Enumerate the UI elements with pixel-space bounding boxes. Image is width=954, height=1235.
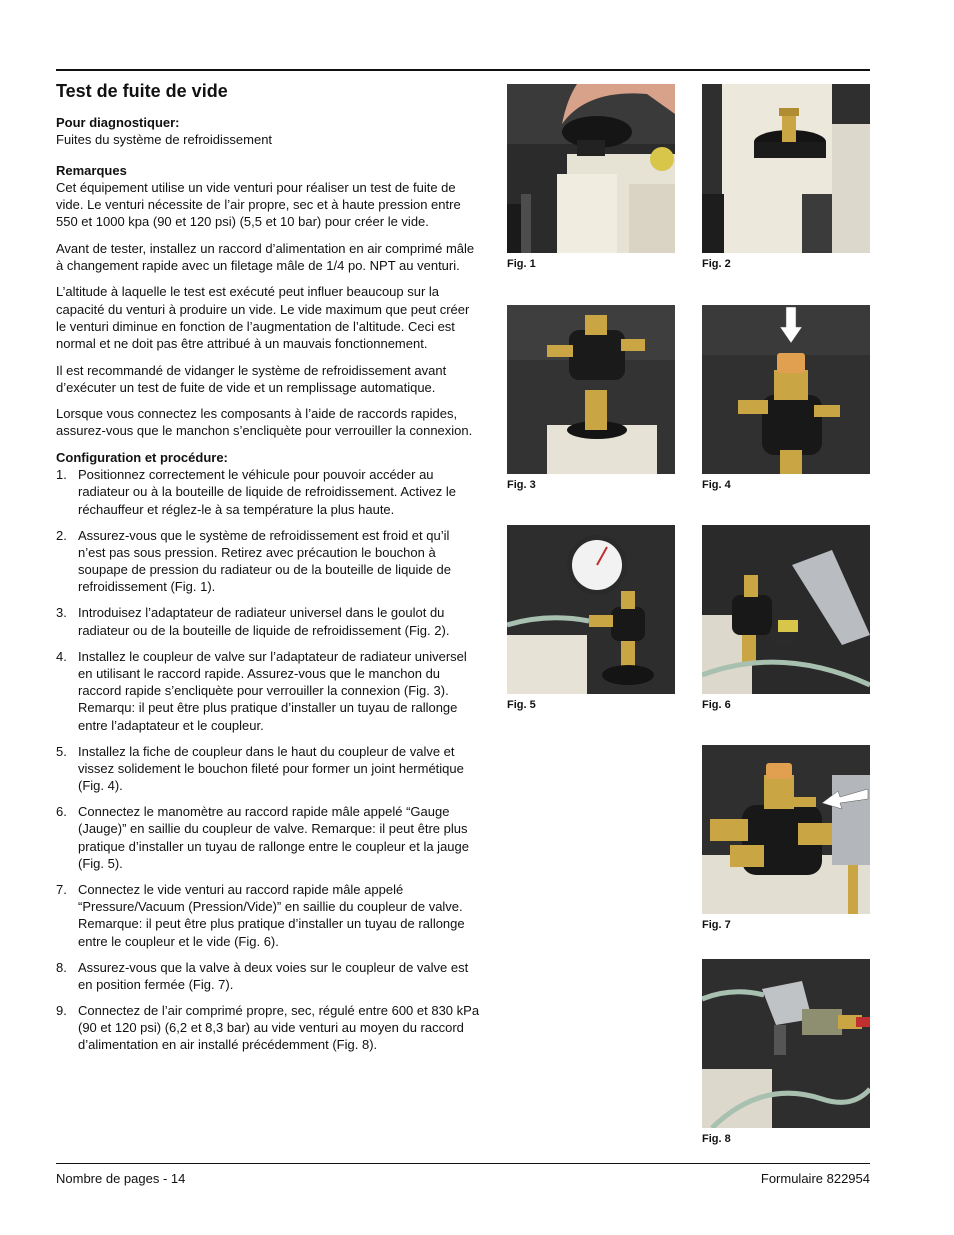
section-title: Test de fuite de vide (56, 81, 228, 101)
step-number: 7. (56, 881, 67, 897)
remark-paragraph: Avant de tester, installez un raccord d’alimentation en air comprimé mâle à changement rapide avec un filetage mâle de 1/4 po. NPT au venturi. (56, 240, 475, 274)
figure-8-photo (702, 959, 870, 1128)
procedure-label: Configuration et procédure: (56, 449, 228, 465)
figure-5-photo (507, 525, 675, 694)
step-number: 1. (56, 467, 67, 483)
procedure-step (56, 604, 480, 639)
figure-8-caption: Fig. 8 (702, 1133, 731, 1145)
remark-paragraph: Il est recommandé de vidanger le système de refroidissement avant d’exécuter un test de fuite de vide et un remplissage automatique. (56, 362, 447, 395)
figure-3-caption: Fig. 3 (507, 479, 536, 491)
remark-paragraph: Cet équipement utilise un vide venturi pour réaliser un test de fuite de vide. Le venturi nécessite de l’air propre, sec et à haute pression entre 550 et 1000 kpa (90 et 120 psi) (5,5 et 10 bar) pour créer le vide. (56, 179, 461, 230)
bottom-rule (56, 1163, 870, 1164)
footer-page-count: Nombre de pages - 14 (56, 1171, 186, 1186)
diagnose-label: Pour diagnostiquer: (56, 115, 180, 130)
step-text: Installez le coupleur de valve sur l’adaptateur de radiateur universel en utilisant le raccord rapide. Assurez-vous que le manchon du raccord rapide s’encliquète pour verrouiller la connexion (Fig. 3). Remarqu: il peut être plus pratique d’installer un tuyau de rallonge entre l’adaptateur et le coupleur. (78, 648, 467, 733)
procedure-step (56, 1002, 480, 1054)
figure-2-photo (702, 84, 870, 253)
figure-4-photo (702, 305, 870, 474)
figure-3-photo (507, 305, 675, 474)
figure-4-caption: Fig. 4 (702, 479, 731, 491)
step-number: 4. (56, 648, 67, 664)
figure-1-caption: Fig. 1 (507, 258, 536, 270)
step-number: 6. (56, 804, 67, 820)
procedure-step (56, 743, 480, 795)
figure-5-caption: Fig. 5 (507, 699, 536, 711)
step-text: Assurez-vous que le système de refroidissement est froid et qu’il n’est pas sous pression. Retirez avec précaution le bouchon à soupape de pression du radiateur ou de la bouteille de liquide de refroidissement (Fig. 1). (78, 527, 451, 595)
step-text: Assurez-vous que la valve à deux voies sur le coupleur de valve est en position fermée (Fig. 7). (78, 959, 469, 992)
diagnose-text: Fuites du système de refroidissement (56, 132, 273, 148)
figure-6-caption: Fig. 6 (702, 699, 731, 711)
remark-paragraph: Lorsque vous connectez les composants à l’aide de raccords rapides, assurez-vous que le manchon s’encliquète pour verrouiller la connexion. (56, 406, 473, 439)
step-text: Installez la fiche de coupleur dans le haut du coupleur de valve et vissez solidement le bouchon fileté pour former un joint hermétique (Fig. 4). (78, 743, 464, 794)
step-number: 8. (56, 959, 67, 975)
step-text: Connectez de l’air comprimé propre, sec, régulé entre 600 et 830 kPa (90 et 120 psi) (6,2 et 8,3 bar) au vide venturi au moyen du raccord d’alimentation en air installé précédemment (Fig. 8). (78, 1002, 480, 1053)
procedure-step (56, 881, 480, 950)
step-number: 9. (56, 1002, 67, 1018)
step-text: Positionnez correctement le véhicule pour pouvoir accéder au radiateur ou à la bouteille de liquide de refroidissement. Activez le réchauffeur et réglez-le à sa température la plus haute. (78, 467, 456, 517)
step-number: 5. (56, 743, 67, 759)
text-column (56, 80, 480, 1062)
procedure-step (56, 466, 480, 518)
figure-2-caption: Fig. 2 (702, 258, 731, 270)
step-text: Connectez le vide venturi au raccord rapide mâle appelé “Pressure/Vacuum (Pression/Vide)” en saillie du coupleur de valve. Remarque: il peut être plus pratique d’installer un tuyau de rallonge entre le coupleur et le vide (Fig. 6). (78, 881, 465, 949)
figure-1-photo (507, 84, 675, 253)
top-rule (56, 69, 870, 71)
footer-form-number: Formulaire 822954 (760, 1171, 870, 1186)
procedure-step (56, 959, 480, 994)
figure-7-photo (702, 745, 870, 914)
figure-6-photo (702, 525, 870, 694)
procedure-step (56, 648, 480, 734)
remark-paragraph: L’altitude à laquelle le test est exécuté peut influer beaucoup sur la capacité du venturi à produire un vide. Le vide maximum que peut créer le venturi diminue en fonction de l’augmentation de l’altitude. Ceci est normal et ne doit pas être attribué à un mauvais fonctionnement. (56, 284, 470, 352)
procedure-step (56, 803, 480, 872)
remarks-label: Remarques (56, 162, 127, 178)
step-number: 3. (56, 605, 67, 621)
step-number: 2. (56, 527, 67, 543)
procedure-list (56, 466, 480, 1054)
figure-7-caption: Fig. 7 (702, 919, 731, 931)
step-text: Introduisez l’adaptateur de radiateur universel dans le goulot du radiateur ou de la bouteille de liquide de refroidissement (Fig. 2). (78, 605, 450, 638)
step-text: Connectez le manomètre au raccord rapide mâle appelé “Gauge (Jauge)” en saillie du coupleur de valve. Remarque: il peut être plus pratique d’installer un tuyau de rallonge entre le coupleur et la jauge (Fig. 5). (78, 804, 469, 871)
procedure-step (56, 527, 480, 596)
